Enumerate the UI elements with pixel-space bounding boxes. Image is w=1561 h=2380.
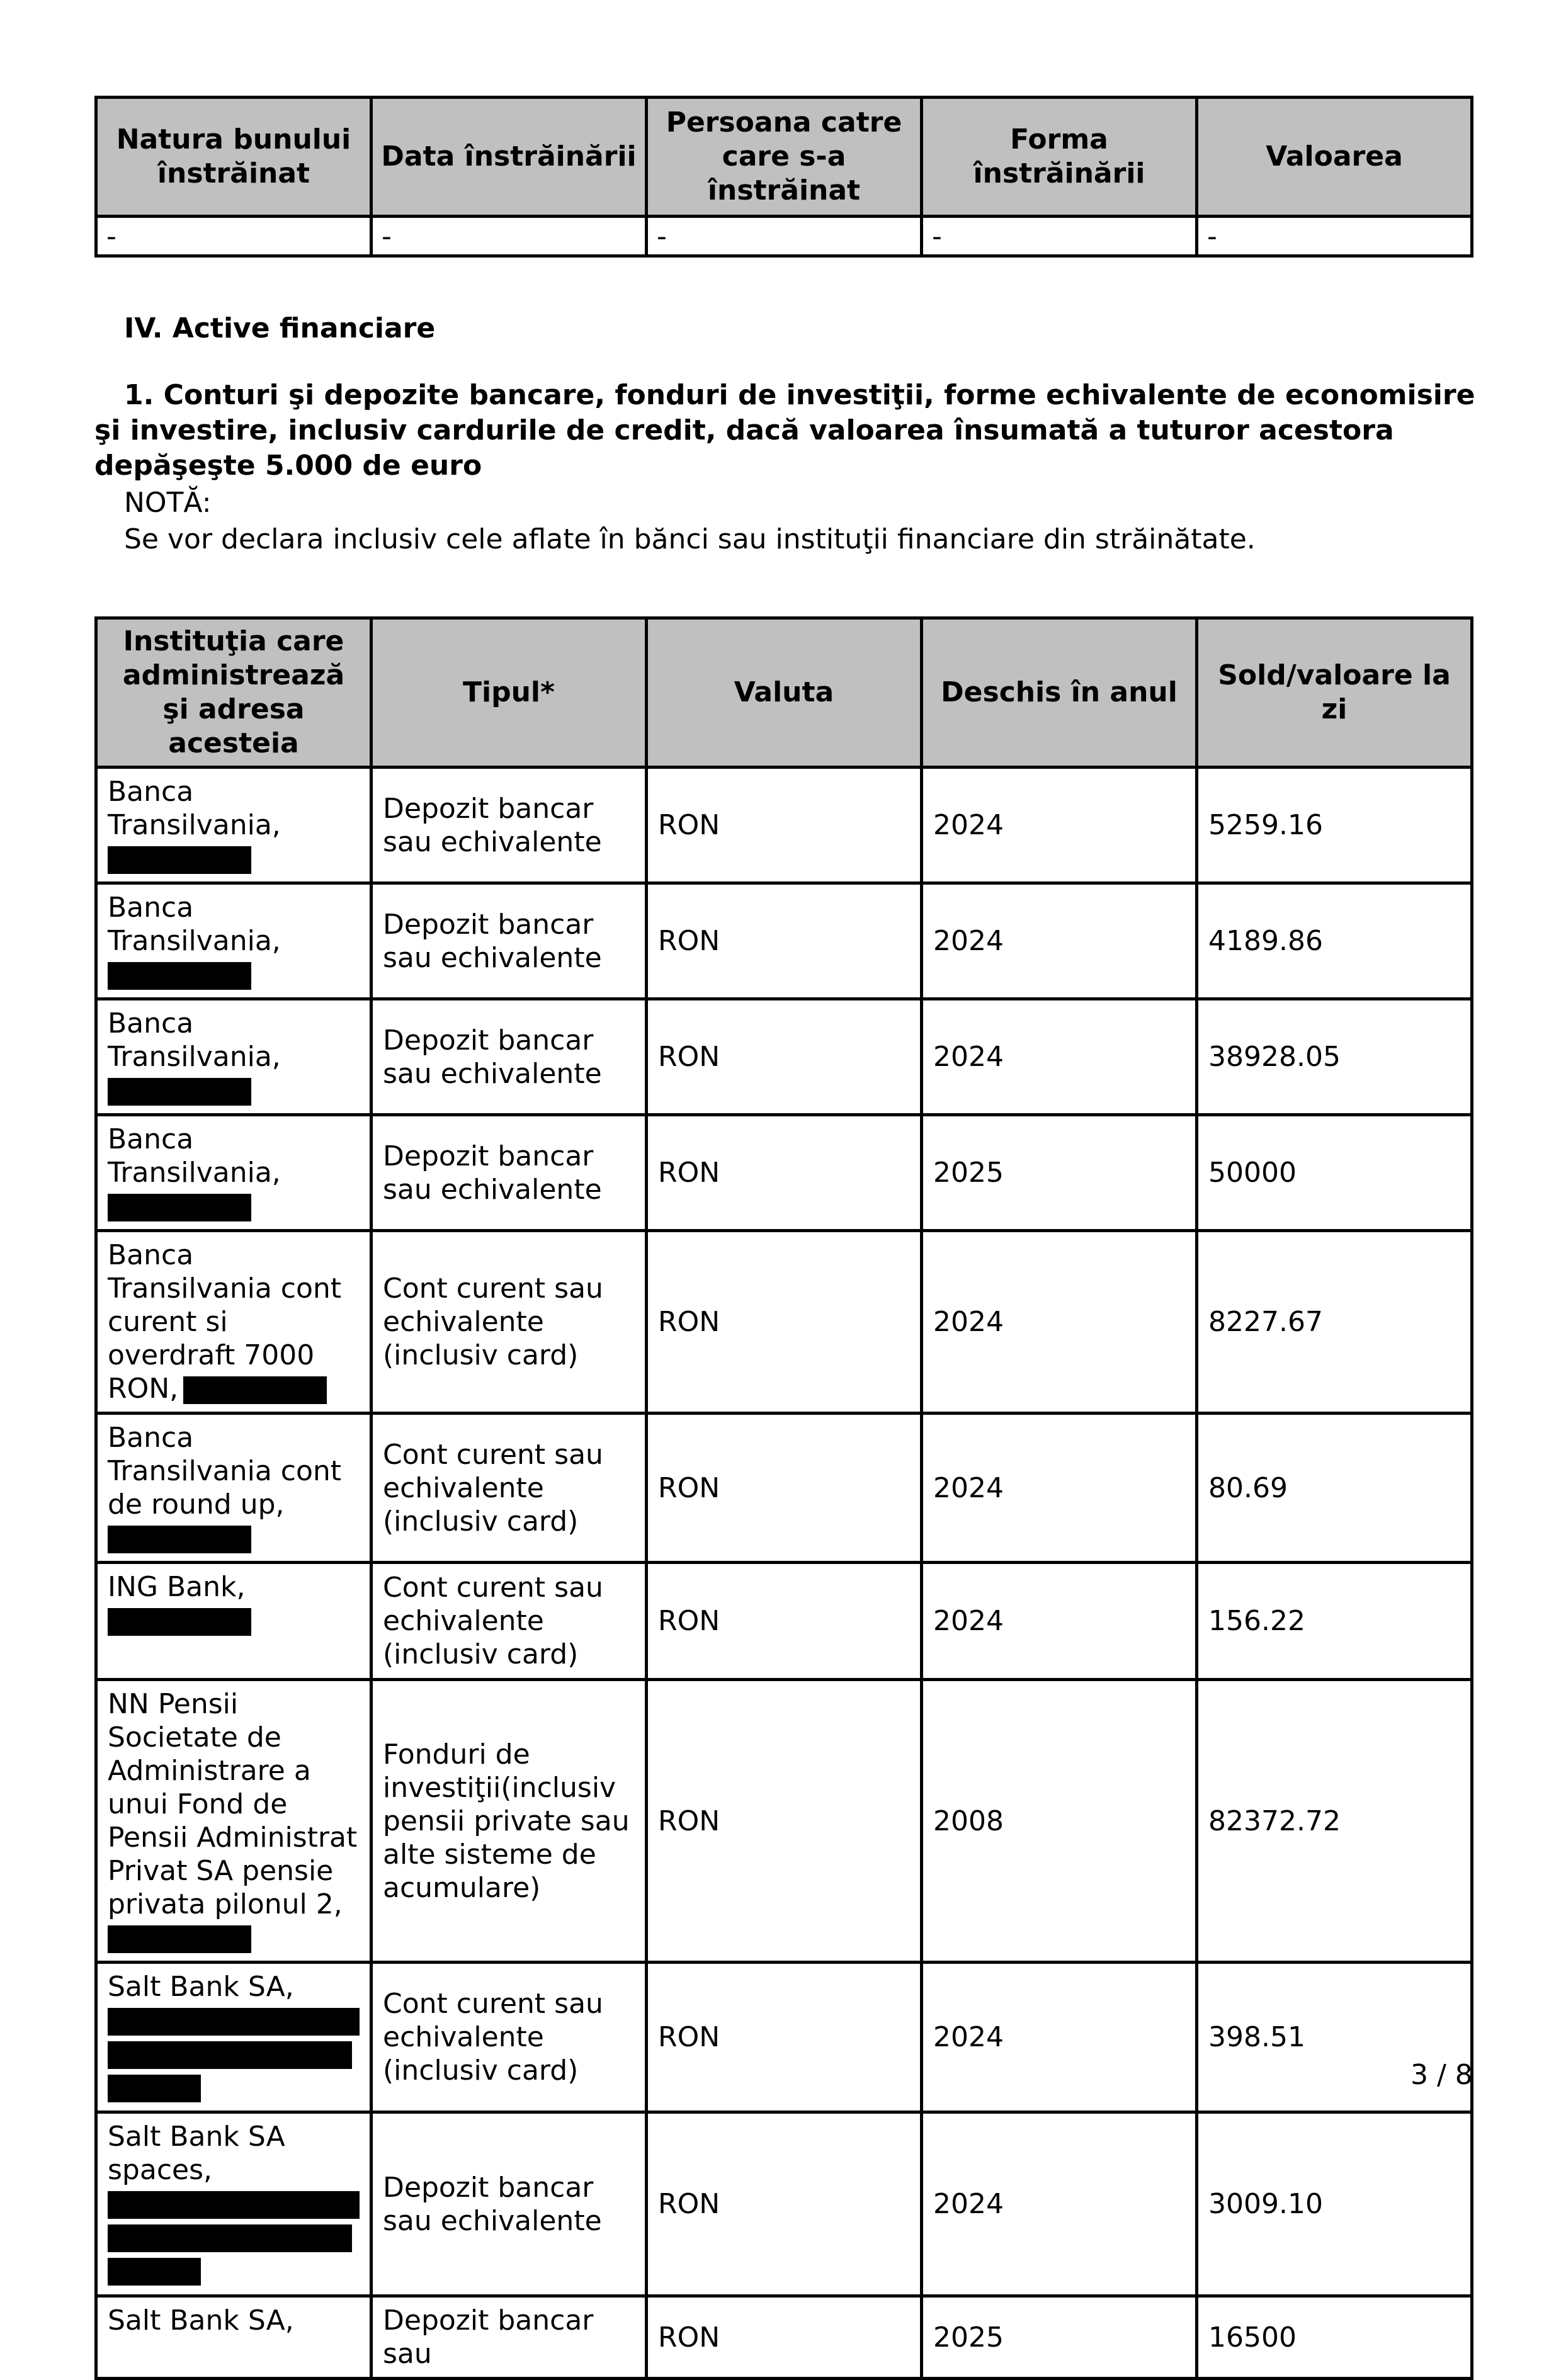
table-row (96, 1963, 1472, 2112)
table-row (96, 1680, 1472, 1963)
table-row (96, 768, 1472, 883)
cell-year: 2024 (922, 883, 1197, 999)
institution-name: Banca Transilvania, (108, 776, 281, 841)
cell-type: Depozit bancar sau echivalente (372, 1115, 647, 1231)
cell-balance: 50000 (1197, 1115, 1472, 1231)
redaction-bar (108, 2041, 352, 2069)
header-institutia: Instituţia care administrează şi adresa acesteia (96, 618, 372, 768)
cell-type: Cont curent sau echivalente (inclusiv card) (372, 1414, 647, 1563)
cell-type: Depozit bancar sau echivalente (372, 883, 647, 999)
table-cell: - (922, 217, 1197, 256)
table-row (96, 883, 1472, 999)
institution-name: Banca Transilvania, (108, 892, 281, 957)
cell-type: Cont curent sau echivalente (inclusiv card) (372, 1231, 647, 1414)
cell-year: 2024 (922, 2112, 1197, 2296)
cell-institution (96, 2296, 372, 2379)
redaction-bar (108, 1608, 251, 1636)
cell-institution (96, 999, 372, 1115)
table-row (96, 1231, 1472, 1414)
table-cell: - (647, 217, 922, 256)
cell-institution (96, 1680, 372, 1963)
redaction-bar (108, 846, 251, 874)
cell-year: 2024 (922, 1231, 1197, 1414)
institution-name: Banca Transilvania, (108, 1123, 281, 1189)
table-row (96, 1414, 1472, 1563)
cell-balance: 156.22 (1197, 1563, 1472, 1680)
cell-currency: RON (647, 883, 922, 999)
cell-institution (96, 1231, 372, 1414)
section-title: IV. Active financiare (124, 312, 436, 344)
cell-currency: RON (647, 1414, 922, 1563)
header-forma-instrainarii: Forma înstrăinării (922, 98, 1197, 217)
cell-year: 2024 (922, 1414, 1197, 1563)
cell-type: Depozit bancar sau (372, 2296, 647, 2379)
cell-balance: 16500 (1197, 2296, 1472, 2379)
cell-year: 2025 (922, 2296, 1197, 2379)
redaction-bar (108, 1078, 251, 1106)
institution-name: ING Bank, (108, 1571, 246, 1603)
cell-balance: 398.51 (1197, 1963, 1472, 2112)
financial-assets-table (94, 616, 1473, 2380)
redaction-bar (108, 2191, 360, 2219)
note-label: NOTĂ: (124, 487, 212, 519)
institution-name: Salt Bank SA, (108, 2304, 294, 2337)
cell-type: Cont curent sau echivalente (inclusiv card) (372, 1963, 647, 2112)
table-row (96, 2112, 1472, 2296)
institution-name: Salt Bank SA spaces, (108, 2121, 285, 2186)
header-natura-bunului: Natura bunului înstrăinat (96, 98, 372, 217)
cell-balance: 80.69 (1197, 1414, 1472, 1563)
cell-currency: RON (647, 2112, 922, 2296)
cell-balance: 4189.86 (1197, 883, 1472, 999)
cell-balance: 3009.10 (1197, 2112, 1472, 2296)
cell-currency: RON (647, 999, 922, 1115)
cell-balance: 8227.67 (1197, 1231, 1472, 1414)
cell-year: 2024 (922, 768, 1197, 883)
institution-name: Banca Transilvania, (108, 1007, 281, 1073)
alienated-goods-table (94, 96, 1473, 258)
cell-type: Fonduri de investiţii(inclusiv pensii private sau alte sisteme de acumulare) (372, 1680, 647, 1963)
table-header-row (96, 98, 1472, 217)
header-sold: Sold/valoare la zi (1197, 618, 1472, 768)
cell-institution (96, 768, 372, 883)
institution-name: NN Pensii Societate de Administrare a unui Fond de Pensii Administrat Privat SA pensie privata pilonul 2, (108, 1688, 358, 1920)
redaction-bar (108, 2224, 352, 2252)
redaction-bar (108, 2258, 201, 2286)
redaction-bar (108, 2008, 360, 2036)
cell-year: 2025 (922, 1115, 1197, 1231)
cell-year: 2024 (922, 1563, 1197, 1680)
cell-institution (96, 2112, 372, 2296)
header-valuta: Valuta (647, 618, 922, 768)
table-header-row (96, 618, 1472, 768)
cell-balance: 82372.72 (1197, 1680, 1472, 1963)
cell-currency: RON (647, 1115, 922, 1231)
redaction-bar (108, 2075, 201, 2102)
redaction-bar (108, 1194, 251, 1221)
redaction-bar (108, 1526, 251, 1553)
cell-currency: RON (647, 1963, 922, 2112)
institution-name: Salt Bank SA, (108, 1971, 294, 2003)
table-row (96, 999, 1472, 1115)
header-tipul: Tipul* (372, 618, 647, 768)
cell-currency: RON (647, 768, 922, 883)
cell-institution (96, 883, 372, 999)
cell-institution (96, 1115, 372, 1231)
cell-currency: RON (647, 2296, 922, 2379)
header-valoarea: Valoarea (1197, 98, 1472, 217)
redaction-bar (183, 1376, 327, 1404)
header-deschis-in-anul: Deschis în anul (922, 618, 1197, 768)
redaction-bar (108, 1925, 251, 1953)
table-cell: - (96, 217, 372, 256)
cell-type: Depozit bancar sau echivalente (372, 999, 647, 1115)
section-subtitle: 1. Conturi şi depozite bancare, fonduri de investiţii, forme echivalente de economisire şi investire, inclusiv cardurile de credit, dacă valoarea însumată a tuturor acestora depăşeşte 5.000 de euro (94, 379, 1475, 482)
cell-institution (96, 1414, 372, 1563)
cell-currency: RON (647, 1231, 922, 1414)
note-text: Se vor declara inclusiv cele aflate în bănci sau instituţii financiare din străinătate. (124, 523, 1256, 555)
cell-currency: RON (647, 1563, 922, 1680)
financial-table-body (96, 768, 1472, 2379)
cell-balance: 38928.05 (1197, 999, 1472, 1115)
table-cell: - (372, 217, 647, 256)
cell-balance: 5259.16 (1197, 768, 1472, 883)
table-row (96, 1115, 1472, 1231)
cell-type: Depozit bancar sau echivalente (372, 768, 647, 883)
cell-currency: RON (647, 1680, 922, 1963)
cell-institution (96, 1963, 372, 2112)
cell-year: 2008 (922, 1680, 1197, 1963)
page-number: 3 / 8 (1411, 2059, 1473, 2091)
cell-type: Cont curent sau echivalente (inclusiv card) (372, 1563, 647, 1680)
institution-name: Banca Transilvania cont de round up, (108, 1422, 342, 1521)
table-row (96, 217, 1472, 256)
cell-institution (96, 1563, 372, 1680)
table-row (96, 2296, 1472, 2379)
table-row (96, 1563, 1472, 1680)
redaction-bar (108, 962, 251, 990)
header-data-instrainarii: Data înstrăinării (372, 98, 647, 217)
table-cell: - (1197, 217, 1472, 256)
cell-type: Depozit bancar sau echivalente (372, 2112, 647, 2296)
cell-year: 2024 (922, 999, 1197, 1115)
cell-year: 2024 (922, 1963, 1197, 2112)
header-persoana: Persoana catre care s-a înstrăinat (647, 98, 922, 217)
institution-name: Banca Transilvania cont curent si overdraft 7000 RON, (108, 1239, 342, 1405)
